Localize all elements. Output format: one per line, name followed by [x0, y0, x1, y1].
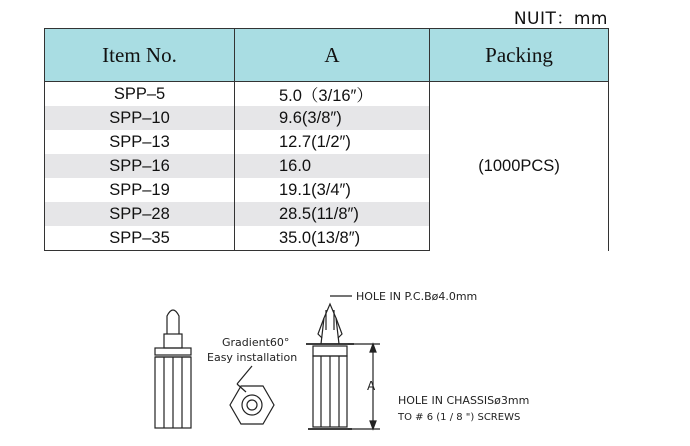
cell-item: SPP–28	[45, 202, 235, 226]
cell-item: SPP–5	[45, 82, 235, 107]
cell-item: SPP–13	[45, 130, 235, 154]
spacer-mounted-view	[306, 296, 380, 429]
unit-label: NUIT：mm	[513, 9, 608, 29]
spacer-side-view	[155, 310, 191, 428]
label-screws: TO # 6 (1 / 8 ") SCREWS	[398, 412, 521, 423]
label-hole-chassis: HOLE IN CHASSISø3mm	[398, 394, 530, 407]
cell-a: 9.6(3/8″)	[235, 106, 430, 130]
cell-packing: (1000PCS)	[430, 82, 609, 251]
table-row	[45, 82, 609, 107]
cell-item: SPP–10	[45, 106, 235, 130]
spacer-diagram	[0, 282, 690, 441]
spec-table	[44, 28, 609, 251]
header-a: A	[235, 29, 430, 82]
cell-a: 16.0	[235, 154, 430, 178]
header-item-no: Item No.	[45, 29, 235, 82]
hex-top-view	[230, 366, 274, 424]
label-hole-pcb: HOLE IN P.C.Bø4.0mm	[356, 290, 478, 303]
label-gradient: Gradient60°	[222, 336, 290, 349]
diagram-drawing	[0, 282, 690, 441]
label-easy-installation: Easy installation	[207, 351, 298, 364]
cell-item: SPP–16	[45, 154, 235, 178]
cell-a: 35.0(13/8″)	[235, 226, 430, 251]
cell-a: 12.7(1/2″)	[235, 130, 430, 154]
table-header-row	[45, 29, 609, 82]
header-packing: Packing	[430, 29, 609, 82]
cell-a: 5.0（3/16″）	[235, 82, 430, 107]
cell-item: SPP–19	[45, 178, 235, 202]
cell-a: 28.5(11/8″)	[235, 202, 430, 226]
label-dim-a: A	[367, 379, 376, 393]
cell-a: 19.1(3/4″)	[235, 178, 430, 202]
cell-item: SPP–35	[45, 226, 235, 251]
